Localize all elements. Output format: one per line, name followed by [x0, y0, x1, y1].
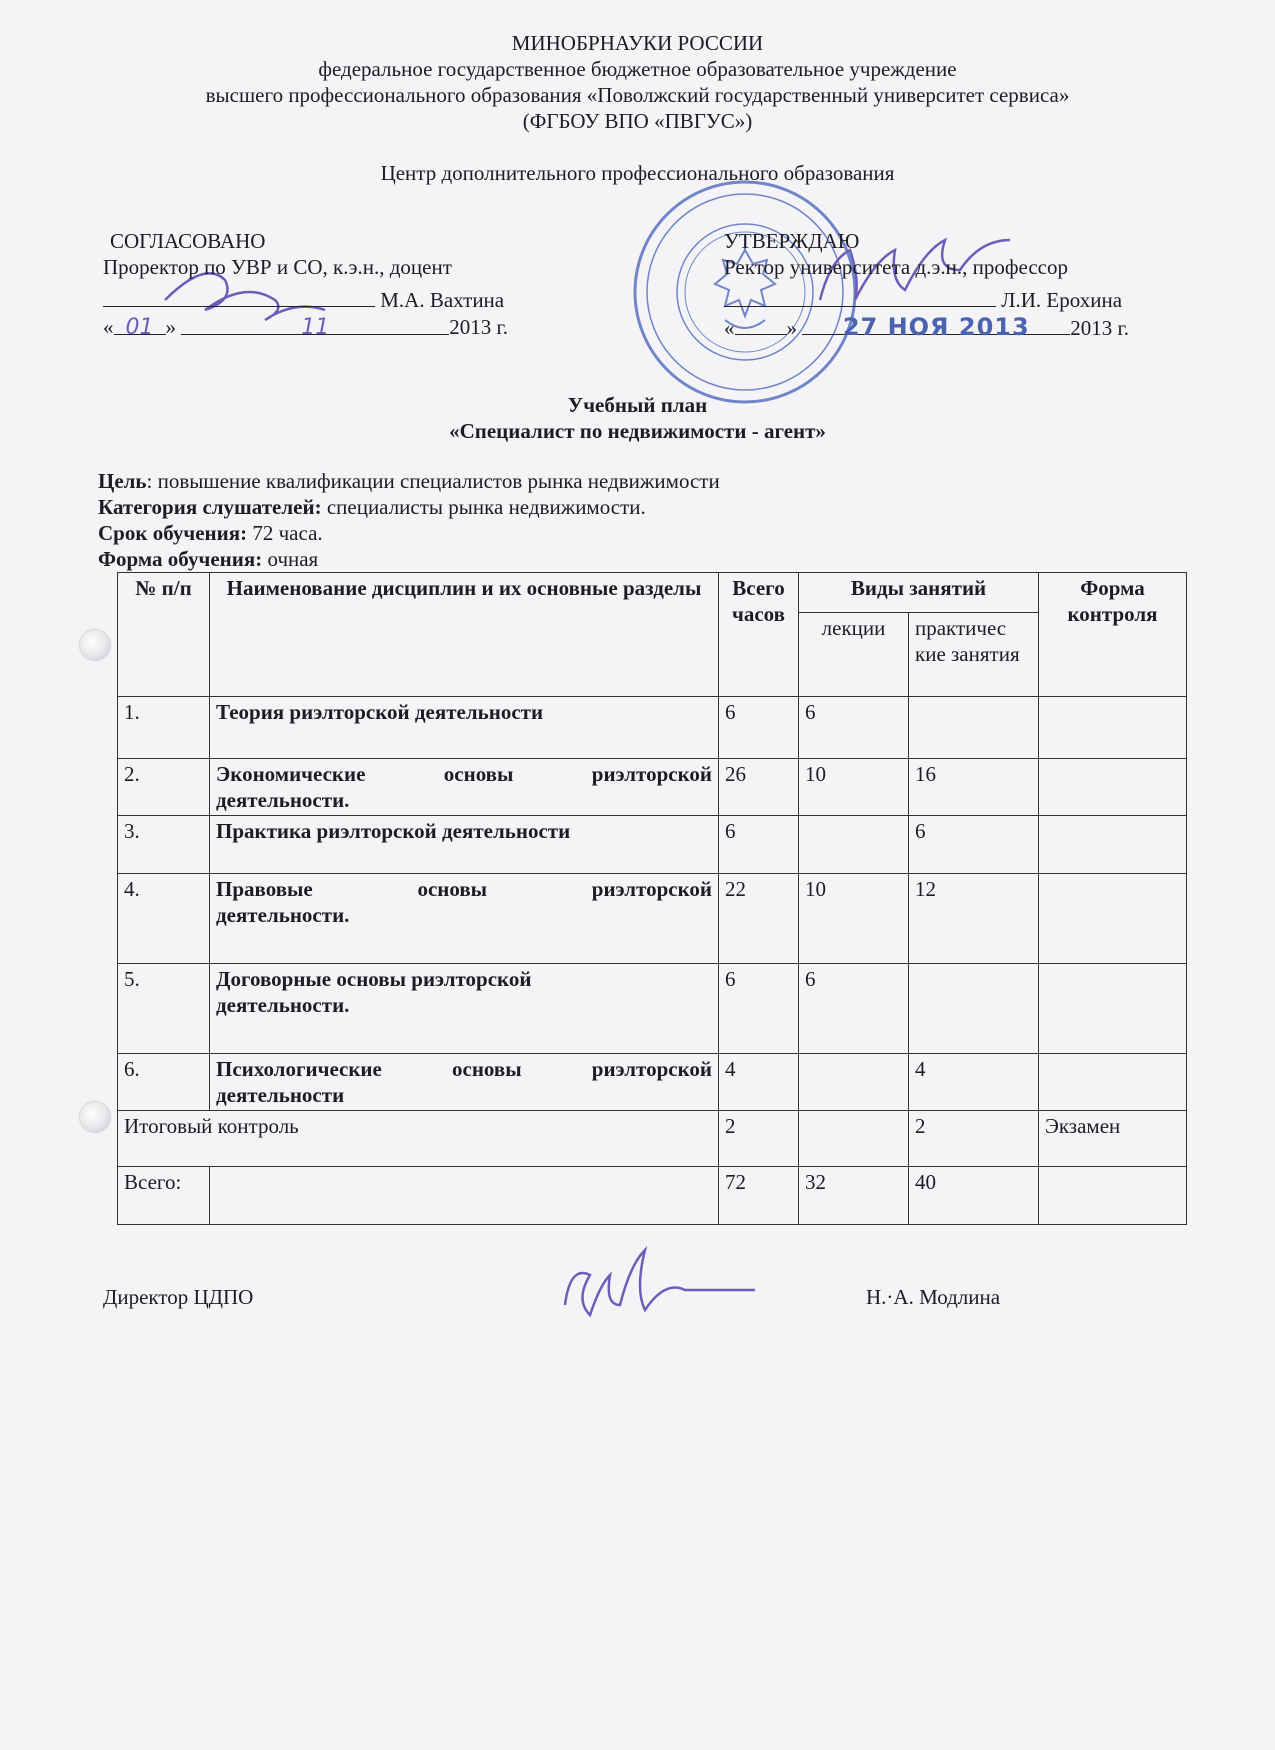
row-lectures: 10: [799, 874, 909, 964]
row-total: 26: [719, 759, 799, 816]
discipline-line-1: Правовые основы риэлторской: [216, 877, 712, 901]
month-field: [181, 314, 449, 340]
header-lectures: лекции: [799, 613, 909, 697]
row-practice: 2: [909, 1111, 1039, 1167]
row-total: 4: [719, 1054, 799, 1111]
row-discipline: Теория риэлторской деятельности: [210, 697, 719, 759]
row-control: Экзамен: [1039, 1111, 1187, 1167]
row-discipline: [210, 1054, 719, 1111]
goal-text: : повышение квалификации специалистов рынка недвижимости: [146, 469, 720, 493]
row-total: 2: [719, 1111, 799, 1167]
row-practice: 6: [909, 816, 1039, 874]
table-row: [118, 816, 1187, 874]
header-total-hours: Всего часов: [719, 573, 799, 697]
row-control: [1039, 697, 1187, 759]
header-number: № п/п: [118, 573, 210, 697]
row-number: 3.: [118, 816, 210, 874]
row-lectures: [799, 1111, 909, 1167]
row-practice: 12: [909, 874, 1039, 964]
row-lectures: 10: [799, 759, 909, 816]
approval-right-name: Л.И. Ерохина: [1001, 288, 1123, 312]
row-number: 1.: [118, 697, 210, 759]
center-name: Центр дополнительного профессионального образования: [380, 161, 895, 185]
row-practice: [909, 964, 1039, 1054]
header-control-form: Форма контроля: [1039, 573, 1187, 697]
duration-label: Срок обучения:: [98, 521, 248, 545]
row-control: [1039, 964, 1187, 1054]
director-title: Директор ЦДПО: [103, 1285, 254, 1309]
category-line: [98, 494, 646, 520]
approval-right-position: Ректор университета д.э.н., профессор: [724, 255, 1068, 279]
row-practice: 4: [909, 1054, 1039, 1111]
row-lectures: [799, 816, 909, 874]
form-line: [98, 546, 318, 572]
row-total: 72: [719, 1167, 799, 1225]
discipline-line-2: деятельности.: [216, 993, 350, 1017]
duration-text: 72 часа.: [247, 521, 323, 545]
discipline-line-2: деятельности.: [216, 903, 350, 927]
signature-director: [565, 1250, 755, 1315]
discipline-line-1: Психологические основы риэлторской: [216, 1057, 712, 1081]
quote-open: «: [103, 315, 114, 339]
table-row: [118, 759, 1187, 816]
header-discipline: Наименование дисциплин и их основные разделы: [210, 573, 719, 697]
goal-line: [98, 468, 720, 494]
row-discipline: [210, 874, 719, 964]
approval-left-signature-line: [103, 286, 504, 313]
signature-underline: [103, 286, 375, 307]
row-discipline: [210, 759, 719, 816]
table-row: [118, 697, 1187, 759]
signature-underline: [724, 286, 996, 307]
approval-left-title: СОГЛАСОВАНО: [110, 229, 266, 253]
duration-line: [98, 520, 323, 546]
row-discipline: Практика риэлторской деятельности: [210, 816, 719, 874]
plan-title: Учебный план: [567, 393, 708, 417]
institution-line-2: высшего профессионального образования «Поволжский государственный университет сервиса»: [205, 83, 1070, 107]
quote-close: »: [786, 316, 797, 340]
goal-label: Цель: [98, 469, 147, 493]
institution-line-1: федеральное государственное бюджетное образовательное учреждение: [318, 57, 957, 81]
table-row: [118, 964, 1187, 1054]
director-name: Н.·А. Модлина: [866, 1285, 1001, 1309]
discipline-line-1: Экономические основы риэлторской: [216, 762, 712, 786]
header-practice: практичес кие занятия: [909, 613, 1039, 697]
form-label: Форма обучения:: [98, 547, 263, 571]
grand-total-label: Всего:: [118, 1167, 210, 1225]
approval-right-date: [724, 314, 1129, 341]
day-field: [114, 314, 166, 340]
grand-total-row: [118, 1167, 1187, 1225]
discipline-line-2: деятельности: [216, 1083, 345, 1107]
row-control: [1039, 816, 1187, 874]
header-class-types: Виды занятий: [799, 573, 1039, 613]
row-number: 4.: [118, 874, 210, 964]
row-control: [1039, 874, 1187, 964]
discipline-line-2: деятельности.: [216, 788, 350, 812]
institution-short-name: (ФГБОУ ВПО «ПВГУС»): [522, 109, 753, 133]
approval-left-name: М.А. Вахтина: [380, 288, 505, 312]
form-text: очная: [262, 547, 319, 571]
row-total: 22: [719, 874, 799, 964]
grand-total-empty: [210, 1167, 719, 1225]
row-lectures: 32: [799, 1167, 909, 1225]
row-number: 2.: [118, 759, 210, 816]
plan-subtitle: «Специалист по недвижимости - агент»: [449, 419, 826, 443]
approval-right-title: УТВЕРЖДАЮ: [724, 229, 860, 253]
final-control-label: Итоговый контроль: [118, 1111, 719, 1167]
quote-close: »: [165, 315, 176, 339]
year-right: 2013 г.: [1070, 316, 1129, 340]
year-left: 2013 г.: [449, 315, 508, 339]
row-discipline: [210, 964, 719, 1054]
row-total: 6: [719, 816, 799, 874]
ministry-line: МИНОБРНАУКИ РОССИИ: [511, 31, 764, 55]
table-row: [118, 1054, 1187, 1111]
final-control-row: [118, 1111, 1187, 1167]
table-row: [118, 874, 1187, 964]
row-control: [1039, 1054, 1187, 1111]
row-total: 6: [719, 964, 799, 1054]
category-label: Категория слушателей:: [98, 495, 322, 519]
row-number: 5.: [118, 964, 210, 1054]
row-lectures: [799, 1054, 909, 1111]
row-lectures: 6: [799, 964, 909, 1054]
approval-left-date: [103, 314, 508, 340]
stamp-date-field: [802, 313, 1070, 341]
category-text: специалисты рынка недвижимости.: [321, 495, 646, 519]
day-handwritten: 01: [125, 315, 154, 340]
month-handwritten: 11: [301, 315, 330, 340]
date-stamp: 27 НОЯ 2013: [842, 313, 1030, 341]
row-control: [1039, 1167, 1187, 1225]
approval-right-signature-line: [724, 286, 1122, 313]
curriculum-table: [117, 572, 1187, 1225]
punch-hole: [80, 630, 110, 660]
row-control: [1039, 759, 1187, 816]
row-lectures: 6: [799, 697, 909, 759]
day-field: [735, 314, 787, 335]
row-practice: [909, 697, 1039, 759]
row-total: 6: [719, 697, 799, 759]
quote-open: «: [724, 316, 735, 340]
row-practice: 40: [909, 1167, 1039, 1225]
row-practice: 16: [909, 759, 1039, 816]
punch-hole: [80, 1102, 110, 1132]
row-number: 6.: [118, 1054, 210, 1111]
approval-left-position: Проректор по УВР и СО, к.э.н., доцент: [103, 255, 452, 279]
discipline-line-1: Договорные основы риэлторской: [216, 967, 532, 991]
